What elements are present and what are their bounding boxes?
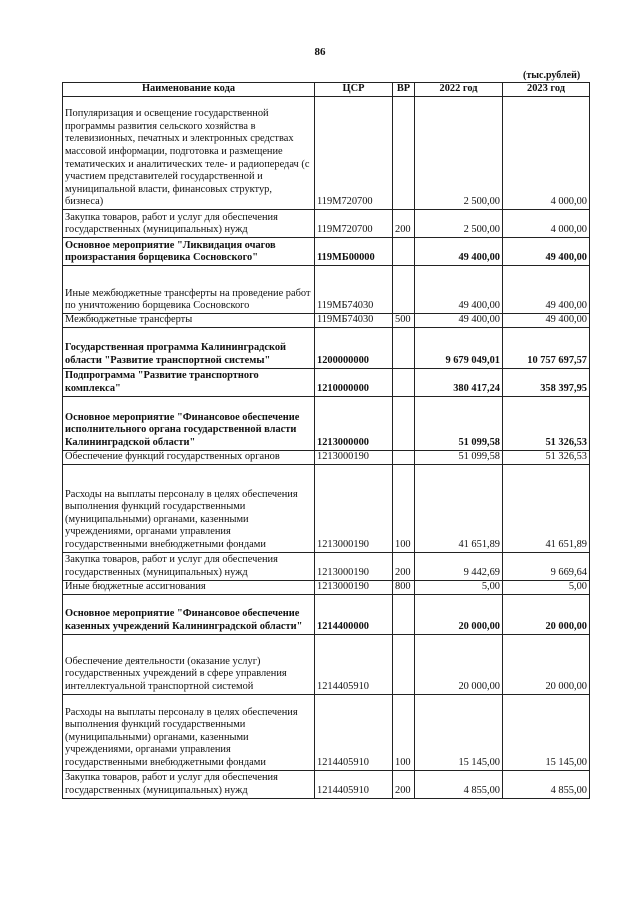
cell-vr: 200 bbox=[393, 210, 415, 238]
table-row bbox=[63, 238, 590, 266]
cell-vr: 800 bbox=[393, 580, 415, 594]
cell-2022: 380 417,24 bbox=[415, 368, 503, 396]
cell-vr: 100 bbox=[393, 694, 415, 770]
cell-vr bbox=[393, 266, 415, 314]
cell-name: Государственная программа Калининградской области "Развитие транспортной системы" bbox=[63, 327, 315, 368]
cell-code: 1213000190 bbox=[315, 464, 393, 552]
cell-code: 119МБ74030 bbox=[315, 266, 393, 314]
cell-name: Подпрограмма "Развитие транспортного комплекса" bbox=[63, 368, 315, 396]
cell-code: 1214405910 bbox=[315, 634, 393, 694]
cell-code: 119МБ00000 bbox=[315, 238, 393, 266]
cell-name: Иные бюджетные ассигнования bbox=[63, 580, 315, 594]
cell-code: 119МБ74030 bbox=[315, 314, 393, 328]
cell-code: 1214405910 bbox=[315, 770, 393, 798]
cell-2022: 20 000,00 bbox=[415, 594, 503, 634]
table-row bbox=[63, 327, 590, 368]
cell-2022: 9 679 049,01 bbox=[415, 327, 503, 368]
cell-vr bbox=[393, 97, 415, 210]
cell-code: 1213000000 bbox=[315, 396, 393, 450]
cell-name: Закупка товаров, работ и услуг для обеспечения государственных (муниципальных) нужд bbox=[63, 552, 315, 580]
table-row bbox=[63, 694, 590, 770]
cell-name: Популяризация и освещение государственной программы развития сельского хозяйства в телевизионных, печатных и электронных средствах массовой информации, подготовка и размещение тематических и аналитических теле- и радиопередач (с участием представителей государственной и муниципальной власти, финансовых структур, бизнеса) bbox=[63, 97, 315, 210]
cell-2023: 49 400,00 bbox=[503, 238, 590, 266]
cell-2022: 49 400,00 bbox=[415, 238, 503, 266]
cell-code: 1200000000 bbox=[315, 327, 393, 368]
cell-code: 1213000190 bbox=[315, 450, 393, 464]
cell-code: 1213000190 bbox=[315, 552, 393, 580]
cell-name: Расходы на выплаты персоналу в целях обеспечения выполнения функций государственными (муниципальными) органами, казенными учреждениями, органами управления государственными внебюджетными фондами bbox=[63, 464, 315, 552]
cell-name: Иные межбюджетные трансферты на проведение работ по уничтожению борщевика Сосновского bbox=[63, 266, 315, 314]
table-body bbox=[63, 97, 590, 799]
header-2023: 2023 год bbox=[503, 83, 590, 97]
cell-vr: 100 bbox=[393, 464, 415, 552]
cell-vr: 200 bbox=[393, 770, 415, 798]
cell-name: Обеспечение функций государственных органов bbox=[63, 450, 315, 464]
cell-name: Межбюджетные трансферты bbox=[63, 314, 315, 328]
cell-vr bbox=[393, 450, 415, 464]
units-label: (тыс.рублей) bbox=[523, 70, 581, 81]
cell-name: Закупка товаров, работ и услуг для обеспечения государственных (муниципальных) нужд bbox=[63, 210, 315, 238]
cell-vr bbox=[393, 368, 415, 396]
table-row bbox=[63, 594, 590, 634]
cell-2023: 5,00 bbox=[503, 580, 590, 594]
cell-2022: 49 400,00 bbox=[415, 266, 503, 314]
cell-2022: 9 442,69 bbox=[415, 552, 503, 580]
cell-2022: 2 500,00 bbox=[415, 97, 503, 210]
budget-table bbox=[62, 82, 590, 799]
table-header-row bbox=[63, 83, 590, 97]
cell-name: Основное мероприятие "Финансовое обеспечение исполнительного органа государственной власти Калининградской области" bbox=[63, 396, 315, 450]
table-row bbox=[63, 396, 590, 450]
cell-2022: 49 400,00 bbox=[415, 314, 503, 328]
cell-2023: 4 000,00 bbox=[503, 97, 590, 210]
cell-2023: 4 000,00 bbox=[503, 210, 590, 238]
table-row bbox=[63, 634, 590, 694]
cell-code: 119М720700 bbox=[315, 97, 393, 210]
cell-code: 1214405910 bbox=[315, 694, 393, 770]
table-row bbox=[63, 580, 590, 594]
cell-vr bbox=[393, 634, 415, 694]
cell-2023: 20 000,00 bbox=[503, 594, 590, 634]
cell-name: Расходы на выплаты персоналу в целях обеспечения выполнения функций государственными (муниципальными) органами, казенными учреждениями, органами управления государственными внебюджетными фондами bbox=[63, 694, 315, 770]
page-number: 86 bbox=[314, 46, 326, 58]
table-row bbox=[63, 552, 590, 580]
cell-vr bbox=[393, 238, 415, 266]
table-row bbox=[63, 770, 590, 798]
cell-name: Закупка товаров, работ и услуг для обеспечения государственных (муниципальных) нужд bbox=[63, 770, 315, 798]
cell-vr: 500 bbox=[393, 314, 415, 328]
table-row bbox=[63, 97, 590, 210]
cell-2022: 51 099,58 bbox=[415, 396, 503, 450]
header-vr: ВР bbox=[393, 83, 415, 97]
table-row bbox=[63, 210, 590, 238]
cell-2023: 20 000,00 bbox=[503, 634, 590, 694]
header-2022: 2022 год bbox=[415, 83, 503, 97]
table-row bbox=[63, 464, 590, 552]
cell-vr bbox=[393, 327, 415, 368]
table-row bbox=[63, 266, 590, 314]
cell-2022: 5,00 bbox=[415, 580, 503, 594]
cell-2023: 358 397,95 bbox=[503, 368, 590, 396]
cell-2023: 51 326,53 bbox=[503, 450, 590, 464]
cell-2023: 49 400,00 bbox=[503, 314, 590, 328]
table-row bbox=[63, 450, 590, 464]
cell-name: Основное мероприятие "Финансовое обеспечение казенных учреждений Калининградской области" bbox=[63, 594, 315, 634]
cell-2023: 10 757 697,57 bbox=[503, 327, 590, 368]
header-name: Наименование кода bbox=[63, 83, 315, 97]
cell-code: 119М720700 bbox=[315, 210, 393, 238]
cell-2022: 51 099,58 bbox=[415, 450, 503, 464]
cell-vr bbox=[393, 396, 415, 450]
header-code: ЦСР bbox=[315, 83, 393, 97]
table-row bbox=[63, 368, 590, 396]
cell-vr: 200 bbox=[393, 552, 415, 580]
cell-2023: 4 855,00 bbox=[503, 770, 590, 798]
cell-2022: 41 651,89 bbox=[415, 464, 503, 552]
cell-2022: 4 855,00 bbox=[415, 770, 503, 798]
cell-vr bbox=[393, 594, 415, 634]
cell-2022: 15 145,00 bbox=[415, 694, 503, 770]
cell-2023: 9 669,64 bbox=[503, 552, 590, 580]
cell-2022: 2 500,00 bbox=[415, 210, 503, 238]
cell-2023: 51 326,53 bbox=[503, 396, 590, 450]
cell-code: 1214400000 bbox=[315, 594, 393, 634]
table-row bbox=[63, 314, 590, 328]
cell-code: 1213000190 bbox=[315, 580, 393, 594]
cell-name: Обеспечение деятельности (оказание услуг) государственных учреждений в сфере управления интеллектуальной транспортной системой bbox=[63, 634, 315, 694]
cell-name: Основное мероприятие "Ликвидация очагов произрастания борщевика Сосновского" bbox=[63, 238, 315, 266]
cell-2023: 15 145,00 bbox=[503, 694, 590, 770]
cell-2023: 41 651,89 bbox=[503, 464, 590, 552]
cell-2022: 20 000,00 bbox=[415, 634, 503, 694]
cell-code: 1210000000 bbox=[315, 368, 393, 396]
cell-2023: 49 400,00 bbox=[503, 266, 590, 314]
